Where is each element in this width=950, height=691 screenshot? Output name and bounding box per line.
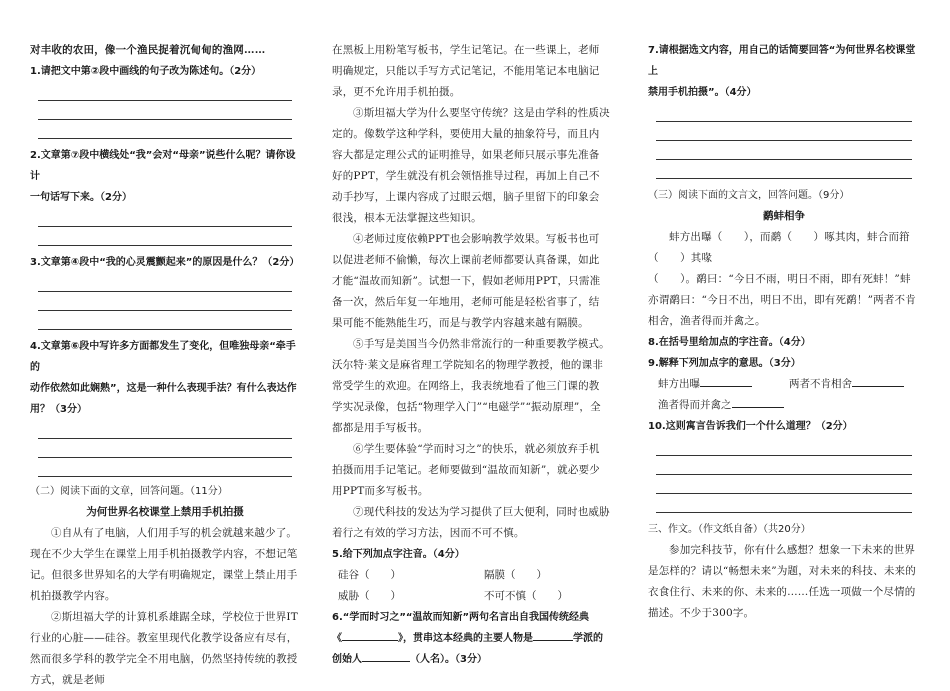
answer-line[interactable] bbox=[38, 439, 292, 458]
paragraph-7: ⑦现代科技的发达为学习提供了巨大便利，同时也威胁着行之有效的学习方法，因而不可不慎。 bbox=[332, 506, 610, 539]
pinyin-grid bbox=[332, 565, 610, 607]
answer-line[interactable] bbox=[38, 292, 292, 311]
intro-line: 对丰收的农田，像一个渔民捉着沉甸甸的渔网…… bbox=[30, 44, 266, 56]
question-1: 1.请把文中第②段中画线的句子改为陈述句。（2分） bbox=[30, 66, 262, 77]
classical-text-b: （ ）。鹬曰：“今日不雨，明日不雨，即有死蚌！”蚌亦谓鹬曰：“今日不出，明日不出，即有死鹬！”两者不肯相舍，渔者得而并禽之。 bbox=[648, 273, 916, 327]
answer-line[interactable] bbox=[656, 141, 912, 160]
question-7-cont: 禁用手机拍摄”。（4分） bbox=[648, 87, 757, 98]
blank-founder[interactable] bbox=[362, 649, 410, 662]
blank-school[interactable] bbox=[533, 628, 573, 641]
paragraph-5: ⑤手写是美国当今仍然非常流行的一种重要教学模式。沃尔特·莱文是麻省理工学院知名的物理学教授，他的课非常受学生的欢迎。在网络上，我表统地看了他三门课的教学实况录像，包括“物理学入门”“电磁学”“振动原理”，全都都是用手写板书。 bbox=[332, 338, 610, 434]
question-2: 2.文章第⑦段中横线处“我”会对“母亲”说些什么呢？请你设计 bbox=[30, 150, 296, 182]
answer-line[interactable] bbox=[656, 456, 912, 475]
answer-line[interactable] bbox=[38, 420, 292, 439]
answer-line[interactable] bbox=[38, 227, 292, 246]
question-6-line-2: 《 》，贯串这本经典的主要人物是 学派的 bbox=[332, 628, 610, 649]
pinyin-item[interactable]: 不可不慎（ ） bbox=[484, 590, 568, 602]
column-2 bbox=[332, 40, 610, 670]
paragraph-4: ④老师过度依赖PPT也会影响教学效果。写板书也可以促进老师不偷懒，每次上课前老师都要认真备课，如此才能“温故而知新”。试想一下，假如老师用PPT，只需准备一次，然后年复一年地用，老师可能是轻松省事了，结果可能不能熟能生巧，而是与教学内容越来越有隔膜。 bbox=[332, 233, 601, 329]
paragraph-6: ⑥学生要体验“学而时习之”的快乐，就必须放弃手机拍摄而用手记笔记。老师要做到“温故而知新”，就必要少用PPT而多写板书。 bbox=[332, 443, 600, 497]
classical-title: 鹬蚌相争 bbox=[763, 210, 805, 222]
answer-line[interactable] bbox=[656, 437, 912, 456]
answer-line[interactable] bbox=[656, 160, 912, 179]
answer-line[interactable] bbox=[656, 494, 912, 513]
article-title: 为何世界名校课堂上禁用手机拍摄 bbox=[86, 506, 244, 518]
question-5: 5.给下列加点字注音。（4分） bbox=[332, 549, 465, 560]
column-1 bbox=[30, 40, 300, 691]
blank-classic[interactable] bbox=[342, 628, 398, 641]
answer-line[interactable] bbox=[38, 82, 292, 101]
answer-line[interactable] bbox=[656, 475, 912, 494]
section-3-heading: （三）阅读下面的文言文，回答问题。（9分） bbox=[648, 190, 850, 201]
classical-text-a: 蚌方出曝（ ），而鹬（ ）啄其肉，蚌合而箝（ ）其喙 bbox=[648, 231, 910, 264]
column-3 bbox=[648, 40, 920, 624]
section-4-heading: 三、作文。（作文纸自备）（共20分） bbox=[648, 524, 811, 535]
answer-line[interactable] bbox=[38, 458, 292, 477]
paragraph-3: ③斯坦福大学为什么要坚守传统？这是由学科的性质决定的。像数学这种学科，要使用大量的抽象符号，而且内容大都是定理公式的证明推导，如果老师只展示事先准备好的PPT，学生就没有机会领悟推导过程，再加上自己不动手抄写，上课内容成了过眼云烟，脑子里留下的印象会很浅，根本无法掌握这些知识。 bbox=[332, 107, 610, 224]
question-6: 6.“学而时习之”“温故而知新”两句名言出自我国传统经典 bbox=[332, 612, 590, 623]
question-9: 9.解释下列加点字的意思。（3分） bbox=[648, 358, 801, 369]
question-7: 7.请根据选文内容，用自己的话简要回答“为何世界名校课堂上 bbox=[648, 45, 916, 77]
question-4: 4.文章第⑥段中写许多方面都发生了变化，但唯独母亲“牵手的 bbox=[30, 341, 296, 373]
question-3: 3.文章第④段中“我的心灵震颤起来”的原因是什么？（2分） bbox=[30, 257, 300, 268]
answer-line[interactable] bbox=[38, 311, 292, 330]
question-10: 10.这则寓言告诉我们一个什么道理？（2分） bbox=[648, 421, 853, 432]
question-8: 8.在括号里给加点的字注音。（4分） bbox=[648, 337, 811, 348]
definition-grid bbox=[648, 374, 920, 416]
paragraph-1: ①自从有了电脑，人们用手写的机会就越来越少了。现在不少大学生在课堂上用手机拍摄教学内容，不想记笔记。但很多世界知名的大学有明确规定，课堂上禁止用手机拍摄教学内容。 bbox=[30, 527, 298, 602]
section-2-heading: （二）阅读下面的文章，回答问题。（11分） bbox=[30, 486, 228, 497]
pinyin-item[interactable]: 隔膜（ ） bbox=[484, 569, 547, 581]
answer-line[interactable] bbox=[38, 101, 292, 120]
pinyin-item[interactable]: 威胁（ ） bbox=[338, 590, 401, 602]
question-4-cont2: 用？（3分） bbox=[30, 404, 87, 415]
answer-line[interactable] bbox=[656, 122, 912, 141]
definition-item[interactable]: 两者不肯相舍 bbox=[789, 374, 920, 395]
question-4-cont: 动作依然如此娴熟”，这是一种什么表现手法？有什么表达作 bbox=[30, 383, 297, 394]
question-2-cont: 一句话写下来。（2分） bbox=[30, 192, 132, 203]
answer-line[interactable] bbox=[38, 273, 292, 292]
paragraph-2: ②斯坦福大学的计算机系雄踞全球，学校位于世界IT行业的心脏——硅谷。教室里现代化教学设备应有尽有，然而很多学科的教学完全不用电脑，仍然坚持传统的教授方式，就是老师 bbox=[30, 611, 298, 686]
answer-line[interactable] bbox=[656, 103, 912, 122]
answer-line[interactable] bbox=[38, 208, 292, 227]
definition-item[interactable]: 渔者得而并禽之 bbox=[658, 395, 789, 416]
question-6-line-3: 创始人 （人名）。（3分） bbox=[332, 649, 610, 670]
paragraph-2-cont: 在黑板上用粉笔写板书，学生记笔记。在一些课上，老师明确规定，只能以手写方式记笔记，不能用笔记本电脑记录，更不允许用手机拍摄。 bbox=[332, 44, 600, 98]
answer-line[interactable] bbox=[38, 120, 292, 139]
pinyin-item[interactable]: 硅谷（ ） bbox=[338, 569, 401, 581]
definition-item[interactable]: 蚌方出曝 bbox=[658, 374, 789, 395]
essay-prompt: 参加完科技节，你有什么感想？想象一下未来的世界是怎样的？请以“畅想未来”为题，对未来的科技、未来的衣食住行、未来的你、未来的……任选一项做一个尽情的描述。不少于300字。 bbox=[648, 544, 916, 619]
